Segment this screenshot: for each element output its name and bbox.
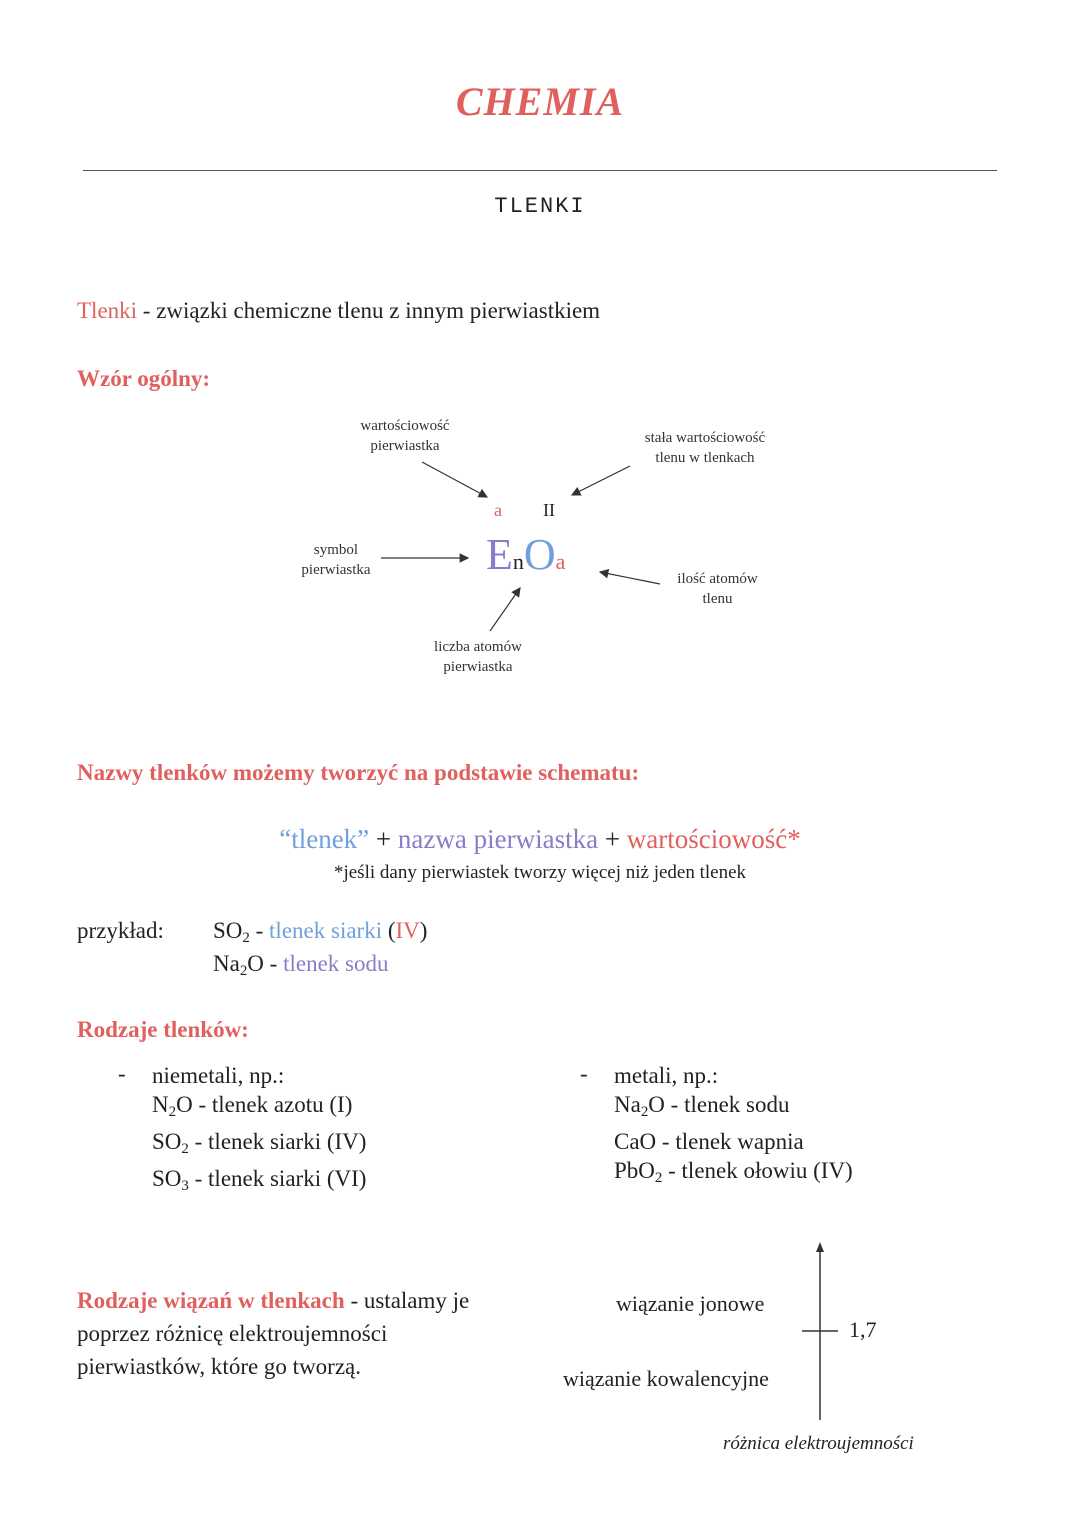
covalent-bond-label: wiązanie kowalencyjne (563, 1366, 769, 1391)
list-title: niemetali, np.: (152, 1063, 285, 1088)
metals-list (614, 1061, 853, 1193)
list-item: $SO_3$ - tlenek siarki (VI) (152, 1166, 367, 1194)
section-title: TLENKI (494, 194, 586, 219)
list-item: $Na_2O$ - tlenek sodu (614, 1092, 790, 1120)
formula-arrows (0, 0, 1080, 700)
valence-a: a (494, 500, 502, 520)
axis-label: różnica elektroujemności (723, 1433, 914, 1454)
list-item: CaO - tlenek wapnia (614, 1129, 804, 1154)
list-item: $SO_2$ - tlenek siarki (IV) (152, 1129, 367, 1157)
arrow-oxygen-count (600, 572, 660, 584)
list-title: metali, np.: (614, 1063, 719, 1088)
ionic-bond-label: wiązanie jonowe (616, 1291, 765, 1316)
label-oxygen-count: ilość atomów tlenu (677, 571, 758, 607)
list-item: $N_2O$ - tlenek azotu (I) (152, 1092, 353, 1120)
page-title: CHEMIA (455, 79, 625, 124)
electronegativity-axis (780, 1238, 860, 1428)
arrow-up-icon (816, 1242, 824, 1252)
list-item: PbO$_2$ - tlenek ołowiu (IV) (614, 1158, 853, 1186)
general-formula: EnOa (486, 530, 566, 579)
definition-text: - związki chemiczne tlenu z innym pierwiastkiem (137, 298, 601, 323)
bonds-heading: Rodzaje wiązań w tlenkach (77, 1288, 345, 1313)
definition-term: Tlenki (77, 298, 138, 323)
example-label: przykład: (77, 918, 164, 943)
label-element-count: liczba atomów pierwiastka (434, 639, 522, 675)
label-oxygen-valence: stała wartościowość tlenu w tlenkach (644, 430, 766, 466)
example-1: $SO_2$ - tlenek siarki (IV) (213, 918, 428, 946)
naming-heading: Nazwy tlenków możemy tworzyć na podstawie schematu: (77, 760, 640, 785)
naming-note: *jeśli dany pierwiastek tworzy więcej niż jeden tlenek (333, 862, 747, 883)
general-formula-heading: Wzór ogólny: (77, 366, 211, 391)
arrow-element-count (490, 588, 520, 631)
arrow-oxygen-valence (572, 466, 630, 495)
naming-scheme: “tlenek” + nazwa pierwiastka + wartościowość* (279, 824, 801, 854)
bonds-text: Rodzaje wiązań w tlenkach - ustalamy je poprzez różnicę elektroujemności pierwiastków, które go tworzą. (77, 1288, 470, 1379)
label-symbol: symbol pierwiastka (301, 542, 371, 578)
bullet: - (580, 1061, 588, 1086)
example-2: $Na_2O$ - tlenek sodu (213, 951, 389, 979)
threshold-label: 1,7 (849, 1317, 877, 1342)
bullet: - (118, 1061, 126, 1086)
types-heading: Rodzaje tlenków: (77, 1017, 249, 1042)
valence-ii: II (543, 500, 555, 520)
label-element-valence: wartościowość pierwiastka (360, 418, 450, 454)
arrow-valence (422, 462, 487, 497)
nonmetals-list (152, 1061, 366, 1201)
